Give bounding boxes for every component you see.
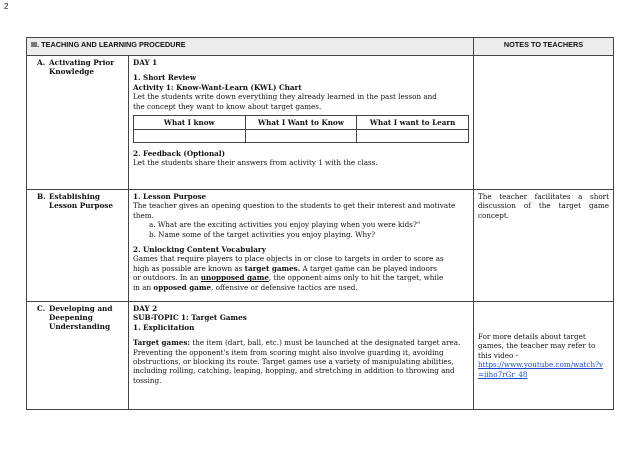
section-title: III. TEACHING AND LEARNING PROCEDURE xyxy=(27,38,474,56)
kwl-header-know: What I know xyxy=(134,116,246,130)
paragraph: The teacher gives an opening question to the students to get their interest and motivate them. xyxy=(133,201,456,220)
row-label-line: Knowledge xyxy=(49,67,95,76)
row-label-line: Lesson Purpose xyxy=(49,201,114,210)
day-label: DAY 2 xyxy=(133,304,158,313)
row-label-index: A. xyxy=(37,58,46,67)
term-opposed-game: opposed game xyxy=(153,282,212,292)
row-label-index: C. xyxy=(37,304,46,313)
paragraph-line: Games that require players to place objects in or close to targets in order to score as xyxy=(133,254,444,264)
row-label-line: Understanding xyxy=(49,322,111,331)
paragraph-line: or outdoors. In an unopposed game, the opponent aims only to hit the target, while xyxy=(133,273,444,283)
term-target-games: target games. xyxy=(244,263,301,273)
subtopic-title: SUB-TOPIC 1: Target Games xyxy=(133,313,247,323)
row-label-a xyxy=(27,56,129,190)
item-title: 2. Feedback (Optional) xyxy=(133,149,225,159)
notes-cell-a xyxy=(474,56,614,190)
row-label-c xyxy=(27,302,129,410)
kwl-cell[interactable] xyxy=(357,130,469,143)
paragraph: Target games: the item (dart, ball, etc.) must be launched at the designated target area. Preventing the opponent's item from scoring might also involve guarding it, avoiding obstructions, or blocking its route. Target games use a variety of manipulating abilities, including rolling, catching, leaping, hopping, and stretching in addition to throwing and tossing. xyxy=(133,338,461,385)
paragraph-line: in an opposed game, offensive or defensive tactics are used. xyxy=(133,282,358,292)
row-content-a xyxy=(129,56,474,190)
row-label-line: Developing and xyxy=(49,304,113,313)
row-activating-prior-knowledge xyxy=(27,56,614,190)
activity-title: Activity 1: Know-Want-Learn (KWL) Chart xyxy=(133,82,302,92)
item-title: 2. Unlocking Content Vocabulary xyxy=(133,245,266,255)
term-unopposed-game: unopposed game xyxy=(200,273,269,283)
row-developing-deepening xyxy=(27,302,614,410)
paragraph-line: Let the students share their answers from activity 1 with the class. xyxy=(133,158,378,168)
video-link[interactable]: https://www.youtube.com/watch?v=iiho7rGr_48 xyxy=(478,360,604,379)
row-label-b xyxy=(27,190,129,302)
item-title: 1. Short Review xyxy=(133,73,197,83)
notes-cell-b: The teacher facilitates a short discussion of the target game concept. xyxy=(474,190,614,302)
notes-text: For more details about target games, the teacher may refer to this video - xyxy=(478,332,596,360)
item-title: 1. Explicitation xyxy=(133,322,195,332)
row-label-line: Deepening xyxy=(49,313,93,322)
row-establishing-lesson-purpose xyxy=(27,190,614,302)
question-a: a. What are the exciting activities you enjoy playing when you were kids?" xyxy=(149,220,421,230)
kwl-header-learn: What I want to Learn xyxy=(357,116,469,130)
kwl-cell[interactable] xyxy=(245,130,357,143)
row-label-index: B. xyxy=(37,192,46,201)
kwl-chart xyxy=(133,115,469,143)
paragraph-line: high as possible are known as target games. A target game can be played indoors xyxy=(133,263,437,273)
kwl-cell[interactable] xyxy=(134,130,246,143)
day-label: DAY 1 xyxy=(133,58,158,67)
question-b: b. Name some of the target activities you enjoy playing. Why? xyxy=(149,229,376,239)
procedure-table xyxy=(26,37,614,410)
kwl-header-want: What I Want to Know xyxy=(245,116,357,130)
item-title: 1. Lesson Purpose xyxy=(133,192,207,201)
table-header-row xyxy=(27,38,614,56)
row-label-line: Activating Prior xyxy=(49,58,115,67)
row-label-line: Establishing xyxy=(49,192,101,201)
row-content-b xyxy=(129,190,474,302)
row-content-c xyxy=(129,302,474,410)
paragraph-line: the concept they want to know about target games. xyxy=(133,101,322,111)
notes-title: NOTES TO TEACHERS xyxy=(474,38,614,56)
notes-cell-c xyxy=(474,302,614,410)
page-number: 2 xyxy=(4,2,9,11)
term-target-games: Target games: xyxy=(133,338,191,348)
paragraph-line: Let the students write down everything they already learned in the past lesson and xyxy=(133,92,437,102)
